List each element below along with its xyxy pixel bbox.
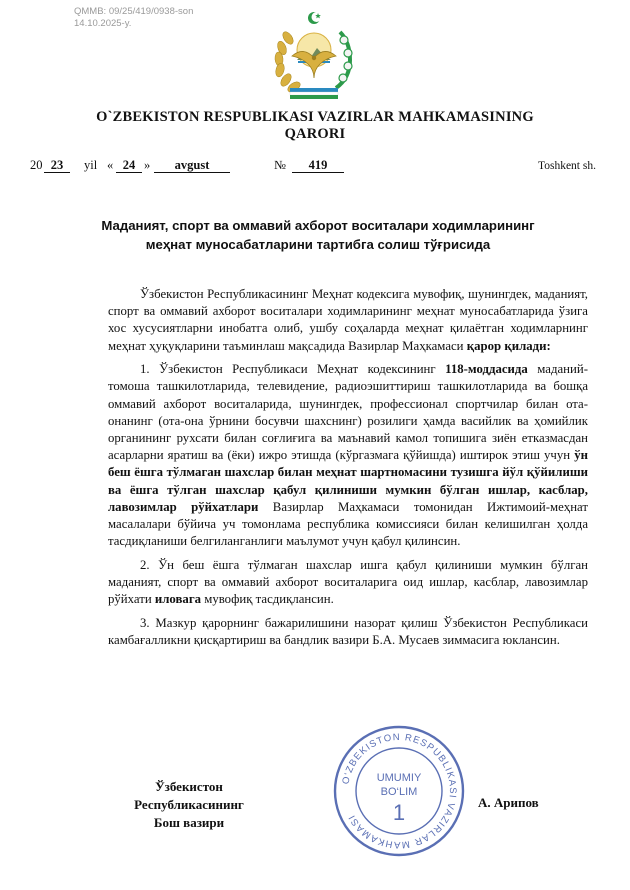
place-label: Toshkent sh. <box>538 160 596 172</box>
decree-body <box>108 286 588 655</box>
signatory-title <box>104 778 274 832</box>
day-field: 24 <box>116 158 142 173</box>
registration-stamp <box>74 6 193 30</box>
issuer-heading-line2: QARORI <box>284 126 346 142</box>
seal-line-umumiy: UMUMIY <box>376 772 422 784</box>
number-field: 419 <box>292 158 344 173</box>
signatory-title-line2: Бош вазири <box>153 815 225 830</box>
decree-title-line1: Маданият, спорт ва оммавий ахборот воситалари ходимларининг <box>101 218 535 233</box>
item-2: 2. Ўн беш ёшга тўлмаган шахслар ишга қабул қилиниши мумкин бўлган маданият, спорт ва оммавий ахборот воситаларига оид ишлар, касблар, лавозимлар рўйхати иловага мувофиқ тасдиқлансин. <box>108 557 588 607</box>
item-3: 3. Мазкур қарорнинг бажарилишини назорат қилиш Ўзбекистон Республикаси камбағалликни қисқартириш ва бандлик вазири Б.А. Мусаев зиммасига юклансин. <box>108 615 588 647</box>
state-emblem-icon <box>268 8 360 104</box>
signatory-name: А. Арипов <box>478 795 539 810</box>
year-prefix: 20 <box>30 158 43 172</box>
date-number-line <box>30 158 610 178</box>
number-sign: № <box>274 158 286 172</box>
item-1: 1. Ўзбекистон Республикаси Меҳнат кодексининг 118-моддасида маданий-томоша ташкилотларида, телевидение, радиоэшиттириш ташкилотларида ва бошқа оммавий ахборот воситаларида, шунингдек, профессионал спортчилар билан ота-онанинг (ота-она ўрнини босувчи шахснинг) розилиги ҳамда васийлик ва ҳомийлик органининг рухсати билан соғлиғига ва маънавий камол топишига зиён етказмасдан асарларни яратиш ва (ёки) ижро этишда (кўргазмага қўйишда) иштирок этиш учун ўн беш ёшга тўлмаган шахслар билан меҳнат шартномасини тузишга йўл қўйилиши ва ёшга тўлган шахслар қабул қилиниши мумкин бўлган ишлар, касблар, лавозимлар рўйхатлари Вазирлар Маҳкамаси томонидан Ижтимоий-меҳнат масалалари бўйича уч томонлама республика комиссияси билан келишилган ҳолда тасдиқланиши белгиланганлиги маълумот учун қабул қилинсин. <box>108 362 588 549</box>
signatory-title-line1: Ўзбекистон Республикасининг <box>134 779 244 812</box>
quote-open: « <box>107 158 114 172</box>
svg-text:O‘ZBEKISTON RESPUBLIKASI VAZIR: O‘ZBEKISTON RESPUBLIKASI VAZIRLAR MAHKAMASI <box>340 731 459 851</box>
issuer-heading-line1: O`ZBEKISTON RESPUBLIKASI VAZIRLAR MAHKAMASINING <box>96 109 534 125</box>
yil-label: yil <box>84 158 98 172</box>
decree-title-line2: меҳнат муносабатларини тартибга солиш тўғрисида <box>145 237 491 252</box>
seal-line-bolim: BO‘LIM <box>380 786 418 798</box>
month-field: avgust <box>154 158 230 173</box>
year-field: 23 <box>44 158 70 173</box>
seal-number: 1 <box>392 800 406 825</box>
registration-date: 14.10.2025-y. <box>74 18 132 29</box>
registration-number: QMMB: 09/25/419/0938-son <box>74 6 194 17</box>
preamble-paragraph: Ўзбекистон Республикасининг Меҳнат кодексига мувофиқ, шунингдек, маданият, спорт ва оммавий ахборот воситалари ходимларининг меҳнат муносабатларида ўзига хос хусусиятларни инобатга олиб, ушбу соҳаларда меҳнат қилаётган ходимларнинг меҳнат ҳуқуқларини таъминлаш мақсадида Вазирлар Маҳкамаси қарор қилади: <box>108 287 588 353</box>
quote-close: » <box>144 158 151 172</box>
